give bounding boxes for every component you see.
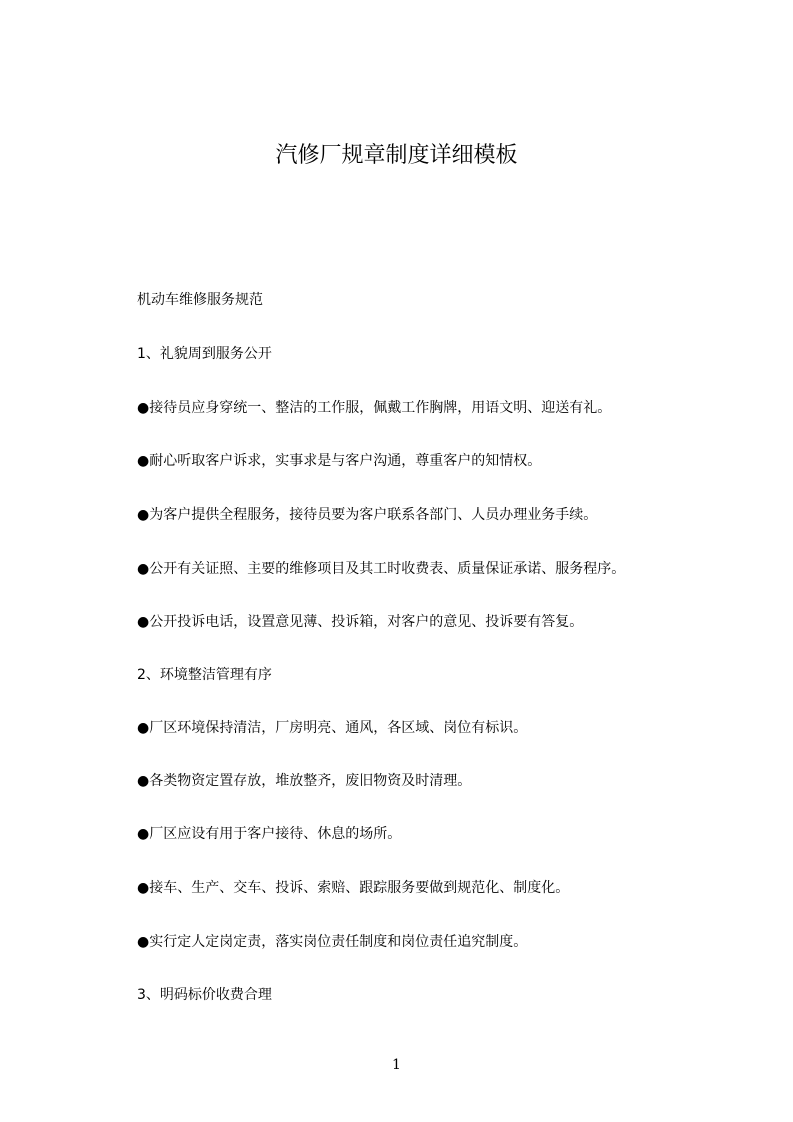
bullet-item: ●接待员应身穿统一、整洁的工作服，佩戴工作胸牌，用语文明、迎送有礼。 xyxy=(137,400,612,416)
bullet-item: ●厂区应设有用于客户接待、休息的场所。 xyxy=(137,826,402,842)
subsection-heading: 2、环境整洁管理有序 xyxy=(137,667,272,683)
subsection-heading: 1、礼貌周到服务公开 xyxy=(137,346,272,362)
bullet-item: ●为客户提供全程服务，接待员要为客户联系各部门、人员办理业务手续。 xyxy=(137,507,598,523)
document-title: 汽修厂规章制度详细模板 xyxy=(275,143,518,168)
bullet-item: ●耐心听取客户诉求，实事求是与客户沟通，尊重客户的知情权。 xyxy=(137,453,542,469)
bullet-item: ●接车、生产、交车、投诉、索赔、跟踪服务要做到规范化、制度化。 xyxy=(137,880,570,896)
subsection-heading: 3、明码标价收费合理 xyxy=(137,987,272,1003)
page-number: 1 xyxy=(392,1057,401,1073)
bullet-item: ●各类物资定置存放，堆放整齐，废旧物资及时清理。 xyxy=(137,773,472,789)
section-heading: 机动车维修服务规范 xyxy=(137,292,263,308)
bullet-item: ●实行定人定岗定责，落实岗位责任制度和岗位责任追究制度。 xyxy=(137,934,528,950)
bullet-item: ●厂区环境保持清洁，厂房明亮、通风，各区域、岗位有标识。 xyxy=(137,720,528,736)
bullet-item: ●公开投诉电话，设置意见薄、投诉箱，对客户的意见、投诉要有答复。 xyxy=(137,614,584,630)
bullet-item: ●公开有关证照、主要的维修项目及其工时收费表、质量保证承诺、服务程序。 xyxy=(137,561,626,577)
